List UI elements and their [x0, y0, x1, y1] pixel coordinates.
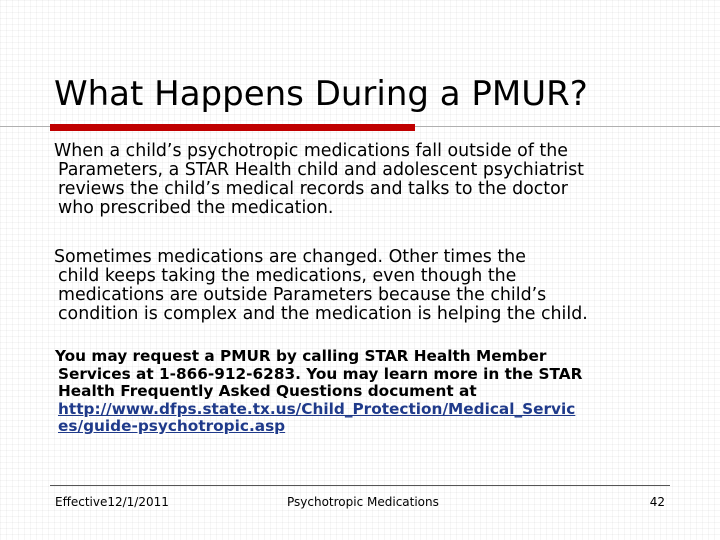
link-line[interactable]: http://www.dfps.state.tx.us/Child_Protection/Medical_Servic	[58, 399, 576, 418]
paragraph-medication-outcomes	[54, 248, 588, 324]
paragraph-line: condition is complex and the medication is helping the child.	[58, 304, 588, 324]
title-accent-bar	[50, 124, 415, 131]
footer-effective-date: Effective12/1/2011	[55, 495, 169, 509]
paragraph-line: You may request a PMUR by calling STAR Health Member	[55, 347, 547, 365]
slide-title: What Happens During a PMUR?	[54, 74, 588, 114]
paragraph-line: Parameters, a STAR Health child and adolescent psychiatrist	[58, 160, 584, 180]
paragraph-line: Health Frequently Asked Questions document at	[58, 382, 477, 400]
paragraph-request-info	[55, 348, 582, 436]
paragraph-pmur-description	[54, 142, 584, 218]
footer-title: Psychotropic Medications	[287, 495, 439, 509]
page-number: 42	[649, 495, 665, 509]
faq-document-link[interactable]	[55, 401, 582, 436]
paragraph-line: medications are outside Parameters because the child’s	[58, 285, 547, 305]
paragraph-line: who prescribed the medication.	[58, 198, 334, 218]
paragraph-line: When a child’s psychotropic medications fall outside of the	[54, 141, 568, 161]
paragraph-line: reviews the child’s medical records and talks to the doctor	[58, 179, 568, 199]
link-line[interactable]: es/guide-psychotropic.asp	[58, 417, 286, 435]
footer-divider	[50, 485, 670, 486]
paragraph-line: Services at 1-866-912-6283. You may learn more in the STAR	[58, 364, 583, 383]
paragraph-line: Sometimes medications are changed. Other times the	[54, 247, 526, 267]
paragraph-line: child keeps taking the medications, even though the	[58, 266, 517, 286]
